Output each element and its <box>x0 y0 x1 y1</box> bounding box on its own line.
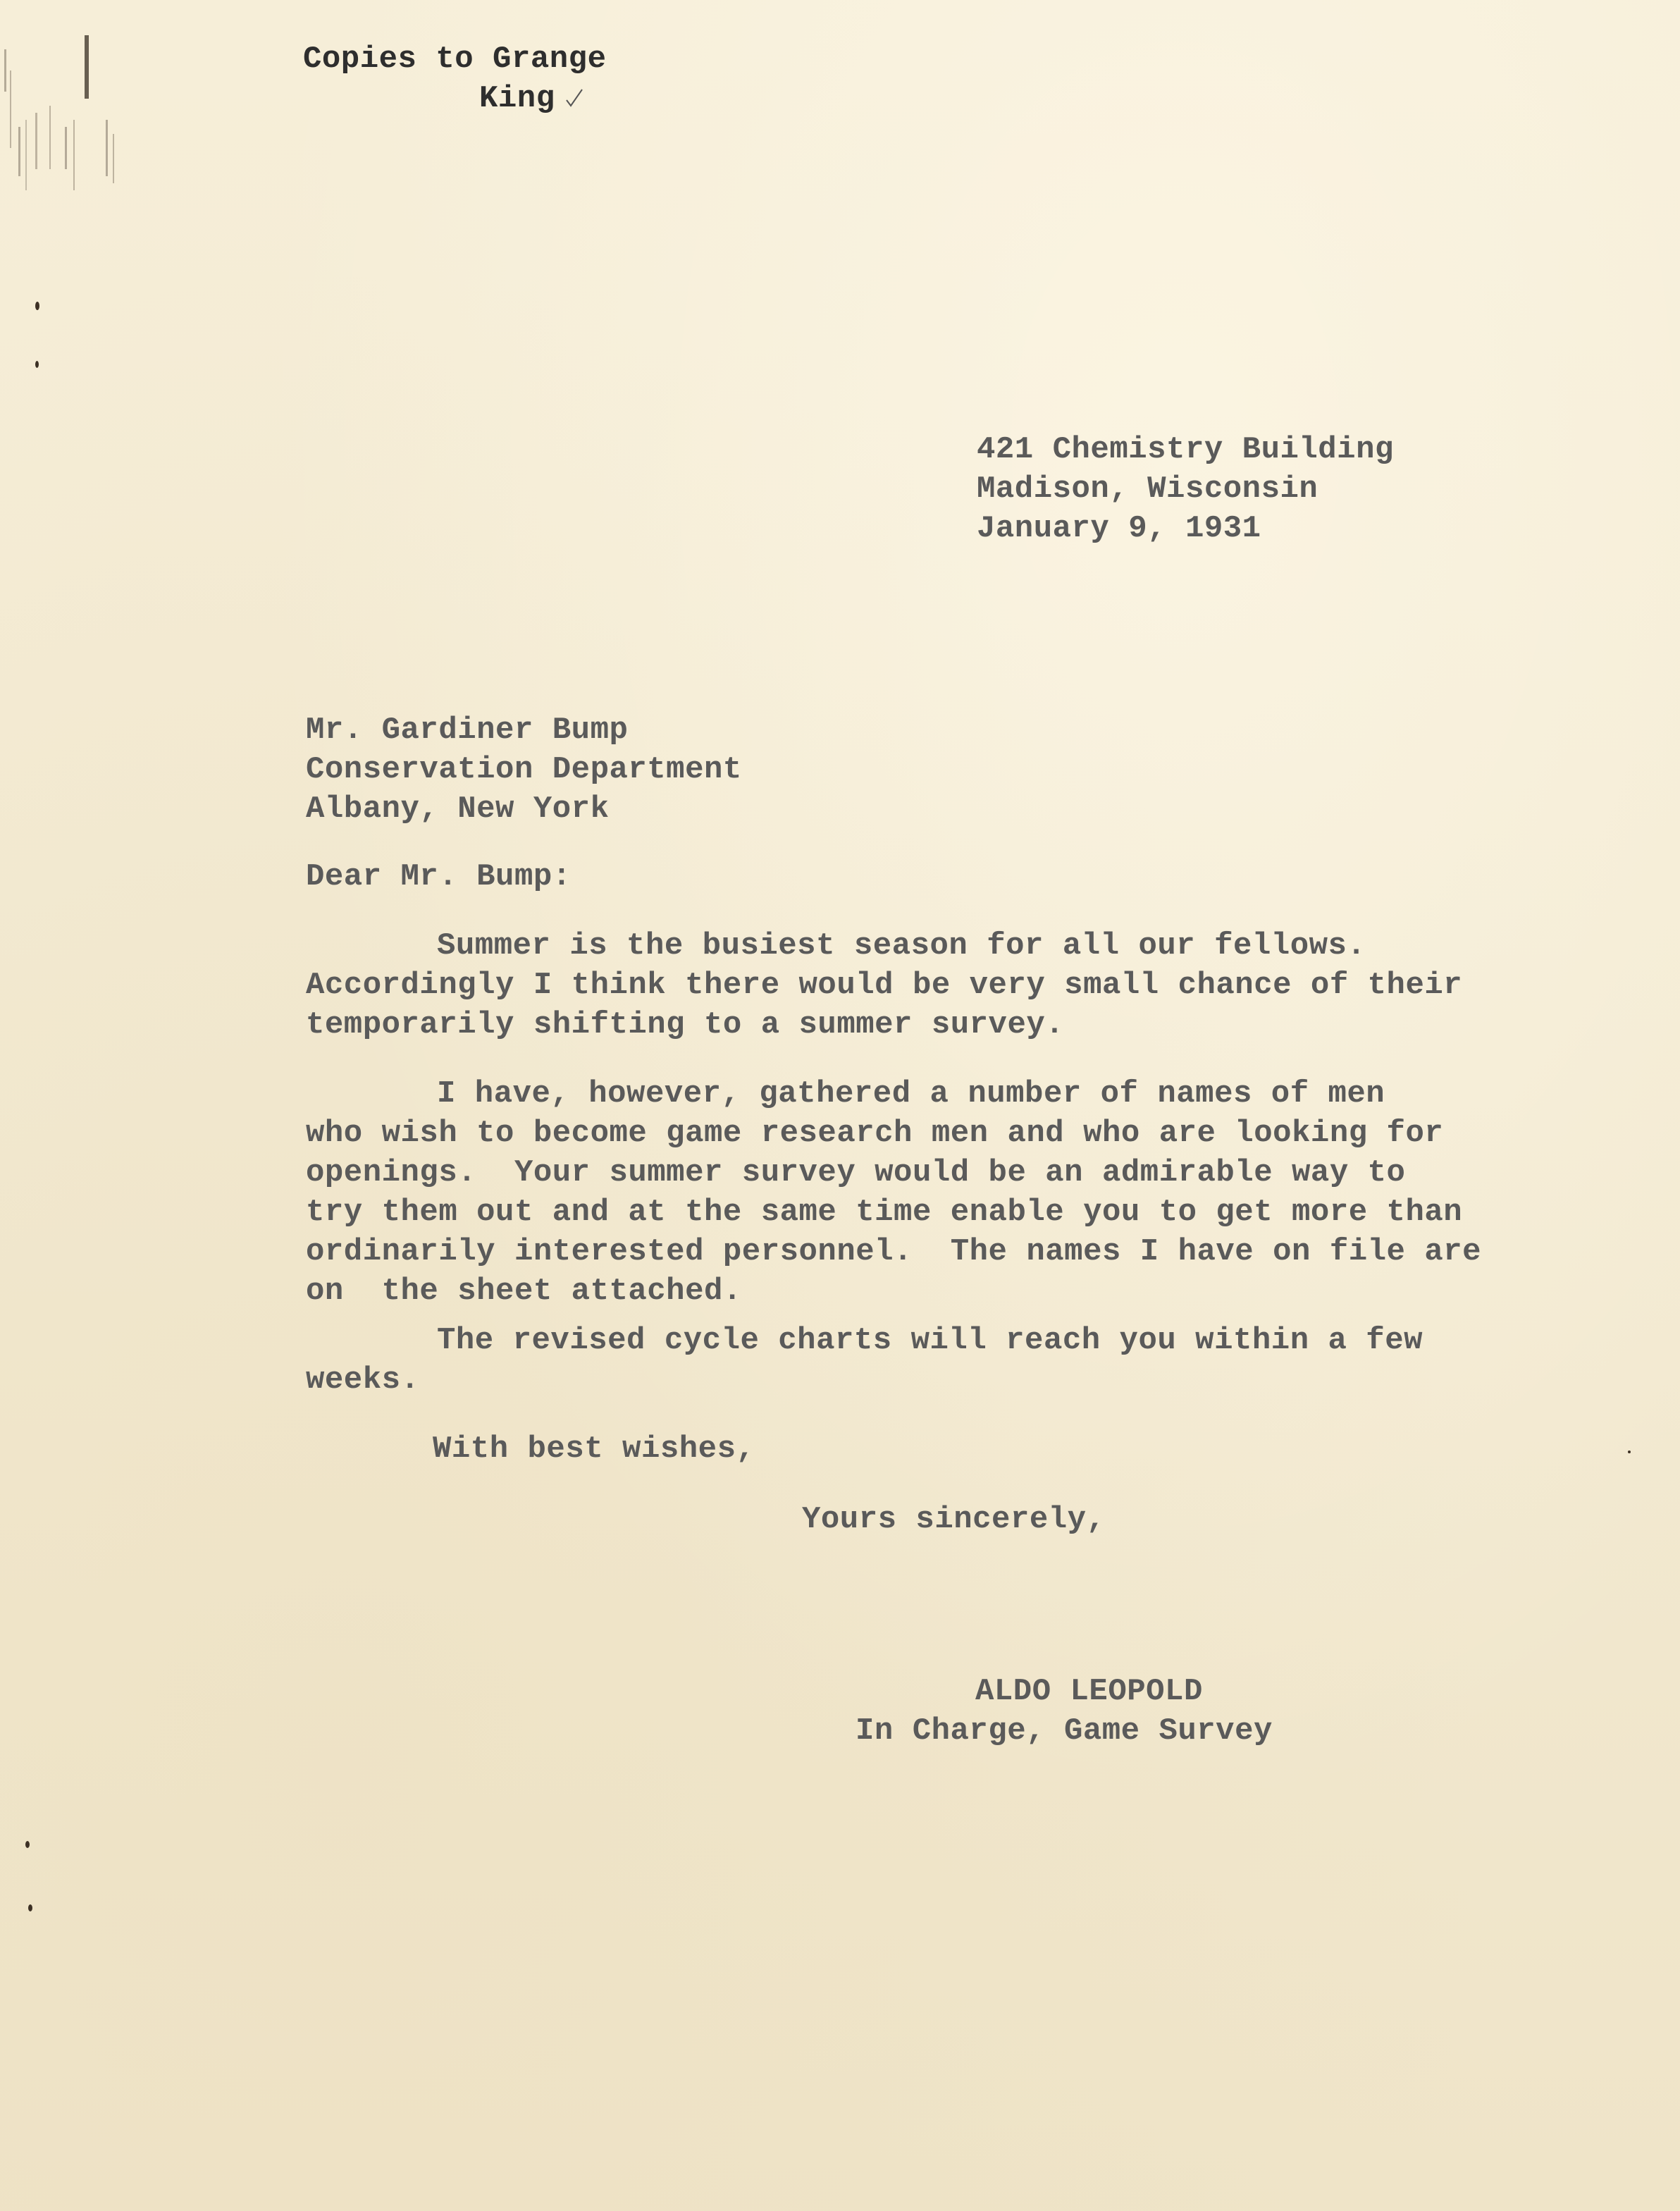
body-paragraph-1-line: temporarily shifting to a summer survey. <box>306 1007 1065 1042</box>
sender-address-street: 421 Chemistry Building <box>977 432 1394 467</box>
body-paragraph-3-line: The revised cycle charts will reach you within a few <box>437 1323 1423 1358</box>
body-paragraph-3-line: weeks. <box>306 1362 420 1398</box>
body-paragraph-2-line: ordinarily interested personnel. The names I have on file are <box>306 1234 1482 1269</box>
copies-to-line: Copies to Grange <box>303 42 607 77</box>
margin-mark <box>35 302 39 310</box>
margin-mark <box>25 1841 30 1848</box>
body-paragraph-2-line: openings. Your summer survey would be an admirable way to <box>306 1155 1406 1190</box>
recipient-name: Mr. Gardiner Bump <box>306 713 629 748</box>
body-paragraph-1-line: Accordingly I think there would be very small chance of their <box>306 968 1463 1003</box>
closing-sign-off: Yours sincerely, <box>802 1502 1106 1537</box>
copies-to-king: King <box>479 81 555 116</box>
check-mark-icon <box>565 87 583 109</box>
body-paragraph-2-line: I have, however, gathered a number of names of men <box>437 1076 1385 1111</box>
recipient-city: Albany, New York <box>306 792 610 827</box>
body-paragraph-2-line: on the sheet attached. <box>306 1274 742 1309</box>
signature-name: ALDO LEOPOLD <box>975 1674 1203 1709</box>
margin-mark <box>1628 1451 1631 1453</box>
salutation: Dear Mr. Bump: <box>306 859 572 894</box>
signature-title: In Charge, Game Survey <box>856 1713 1273 1749</box>
body-paragraph-2-line: who wish to become game research men and who are looking for <box>306 1116 1444 1151</box>
margin-mark <box>35 361 39 368</box>
closing-wishes: With best wishes, <box>433 1431 755 1467</box>
body-paragraph-1-line: Summer is the busiest season for all our fellows. <box>437 928 1366 963</box>
margin-mark <box>28 1904 32 1911</box>
letter-date: January 9, 1931 <box>977 511 1261 546</box>
body-paragraph-2-line: try them out and at the same time enable you to get more than <box>306 1195 1463 1230</box>
recipient-department: Conservation Department <box>306 752 742 787</box>
margin-smudge <box>0 21 127 204</box>
sender-address-city: Madison, Wisconsin <box>977 472 1318 507</box>
